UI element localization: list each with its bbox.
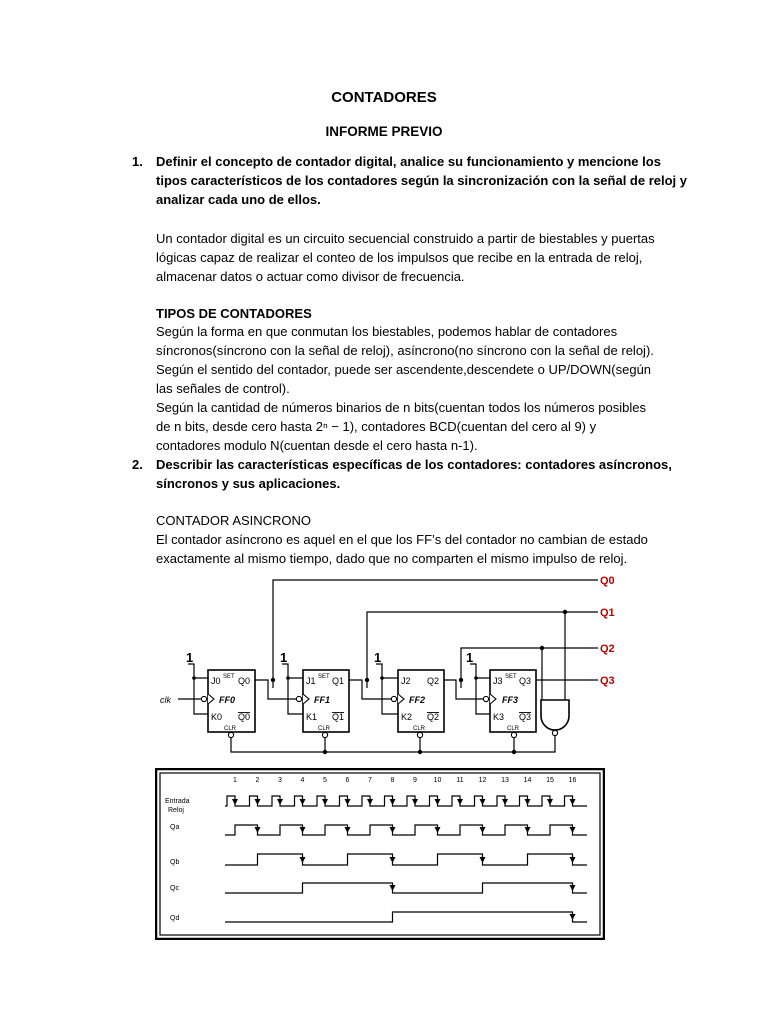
tipos-line: Según la cantidad de números binarios de n bits(cuentan todos los números posibles xyxy=(156,400,646,415)
ff2-clr: CLR xyxy=(413,726,426,732)
tipos-line: contadores modulo N(cuentan desde el cero hasta n-1). xyxy=(156,438,478,453)
timing-clock-label: Reloj xyxy=(168,807,184,814)
ff3-name: FF3 xyxy=(502,695,519,705)
ff1-name: FF1 xyxy=(314,695,331,705)
output-label-q0: Q0 xyxy=(600,575,615,587)
ff0-qn: Q0 xyxy=(238,712,251,722)
timing-pulse-number: 16 xyxy=(568,777,577,784)
timing-pulse-number: 4 xyxy=(300,777,305,784)
timing-pulse-number: 6 xyxy=(345,777,350,784)
timing-pulse-number: 7 xyxy=(368,777,372,784)
timing-pulse-number: 2 xyxy=(255,777,260,784)
and-gate xyxy=(541,700,569,730)
question-1-line: analizar cada uno de ellos. xyxy=(156,192,321,207)
ff1-k: K1 xyxy=(306,712,318,722)
asincrono-line: exactamente al mismo tiempo, dado que no comparten el mismo impulso de reloj. xyxy=(156,551,628,566)
ff1-q: Q1 xyxy=(332,676,345,686)
ff0-set: SET xyxy=(223,674,235,680)
ff2-name: FF2 xyxy=(409,695,426,705)
definition-line: Un contador digital es un circuito secuencial construido a partir de biestables y puertas xyxy=(156,231,655,246)
timing-pulse-number: 9 xyxy=(413,777,417,784)
ff0-q: Q0 xyxy=(238,676,251,686)
ff3-qn: Q3 xyxy=(519,712,532,722)
ff2-j: J2 xyxy=(401,676,411,686)
ff3-q: Q3 xyxy=(519,676,532,686)
question-2-line: síncronos y sus aplicaciones. xyxy=(156,476,341,491)
tipos-line: las señales de control). xyxy=(156,381,290,396)
question-2-line: Describir las características específicas de los contadores: contadores asíncronos, xyxy=(156,457,672,472)
page-subtitle: INFORME PREVIO xyxy=(325,124,443,139)
ff0-k: K0 xyxy=(211,712,223,722)
tipos-line: Según el sentido del contador, puede ser ascendente,descendete o UP/DOWN(según xyxy=(156,362,652,377)
timing-pulse-number: 15 xyxy=(546,777,554,784)
high-input-label: 1 xyxy=(280,650,288,665)
high-input-label: 1 xyxy=(186,650,194,665)
timing-signal-label-qd: Qd xyxy=(170,915,180,922)
ff3-k: K3 xyxy=(493,712,505,722)
tipos-line: de n bits, desde cero hasta 2ⁿ − 1), contadores BCD(cuentan del cero al 9) y xyxy=(156,419,597,434)
timing-clock-label: Entrada xyxy=(165,798,190,805)
timing-diagram xyxy=(155,768,605,940)
high-input-label: 1 xyxy=(466,650,474,665)
ff2-k: K2 xyxy=(401,712,413,722)
ff1-qn: Q1 xyxy=(332,712,345,722)
timing-pulse-number: 10 xyxy=(433,777,442,784)
ff0-j: J0 xyxy=(211,676,221,686)
ff3-set: SET xyxy=(505,674,517,680)
timing-pulse-number: 13 xyxy=(501,777,509,784)
output-label-q3: Q3 xyxy=(600,675,615,687)
timing-signal-label-qb: Qb xyxy=(170,859,180,866)
ff0-clr: CLR xyxy=(224,726,237,732)
timing-pulse-number: 14 xyxy=(523,777,532,784)
high-input-label: 1 xyxy=(374,650,382,665)
timing-pulse-number: 1 xyxy=(233,777,237,784)
ff2-qn: Q2 xyxy=(427,712,440,722)
timing-signal-label-qa: Qa xyxy=(170,824,180,831)
ff1-clr: CLR xyxy=(318,726,331,732)
ff1-j: J1 xyxy=(306,676,316,686)
output-label-q1: Q1 xyxy=(600,607,615,619)
timing-signal-label-qc: Qc xyxy=(170,885,179,892)
ff3-j: J3 xyxy=(493,676,503,686)
section-heading-asincrono: CONTADOR ASINCRONO xyxy=(156,513,312,528)
ff2-q: Q2 xyxy=(427,676,440,686)
question-1-line: tipos característicos de los contadores según la sincronización con la señal de reloj y xyxy=(156,173,688,188)
tipos-line: Según la forma en que conmutan los biestables, podemos hablar de contadores xyxy=(156,324,618,339)
question-2-number: 2. xyxy=(132,457,143,472)
asincrono-line: El contador asíncrono es aquel en el que los FF’s del contador no cambian de estado xyxy=(156,532,648,547)
question-1-number: 1. xyxy=(132,154,143,169)
ff1-set: SET xyxy=(318,674,330,680)
question-1-line: Definir el concepto de contador digital, analice su funcionamiento y mencione los xyxy=(156,154,661,169)
definition-line: almacenar datos o actuar como divisor de frecuencia. xyxy=(156,269,465,284)
ff3-clr: CLR xyxy=(507,726,520,732)
page-title: CONTADORES xyxy=(331,89,437,106)
timing-pulse-number: 5 xyxy=(323,777,327,784)
definition-line: lógicas capaz de realizar el conteo de los impulsos que recibe en la entrada de reloj, xyxy=(156,250,643,265)
output-label-q2: Q2 xyxy=(600,643,615,655)
section-heading-tipos: TIPOS DE CONTADORES xyxy=(156,306,312,321)
tipos-line: síncronos(síncrono con la señal de reloj), asíncrono(no síncrono con la señal de reloj). xyxy=(156,343,654,358)
ff0-name: FF0 xyxy=(219,695,236,705)
timing-pulse-number: 11 xyxy=(456,777,464,784)
timing-pulse-number: 12 xyxy=(478,777,487,784)
clock-input-label: clk xyxy=(160,695,171,705)
timing-pulse-number: 3 xyxy=(278,777,282,784)
timing-pulse-number: 8 xyxy=(390,777,395,784)
